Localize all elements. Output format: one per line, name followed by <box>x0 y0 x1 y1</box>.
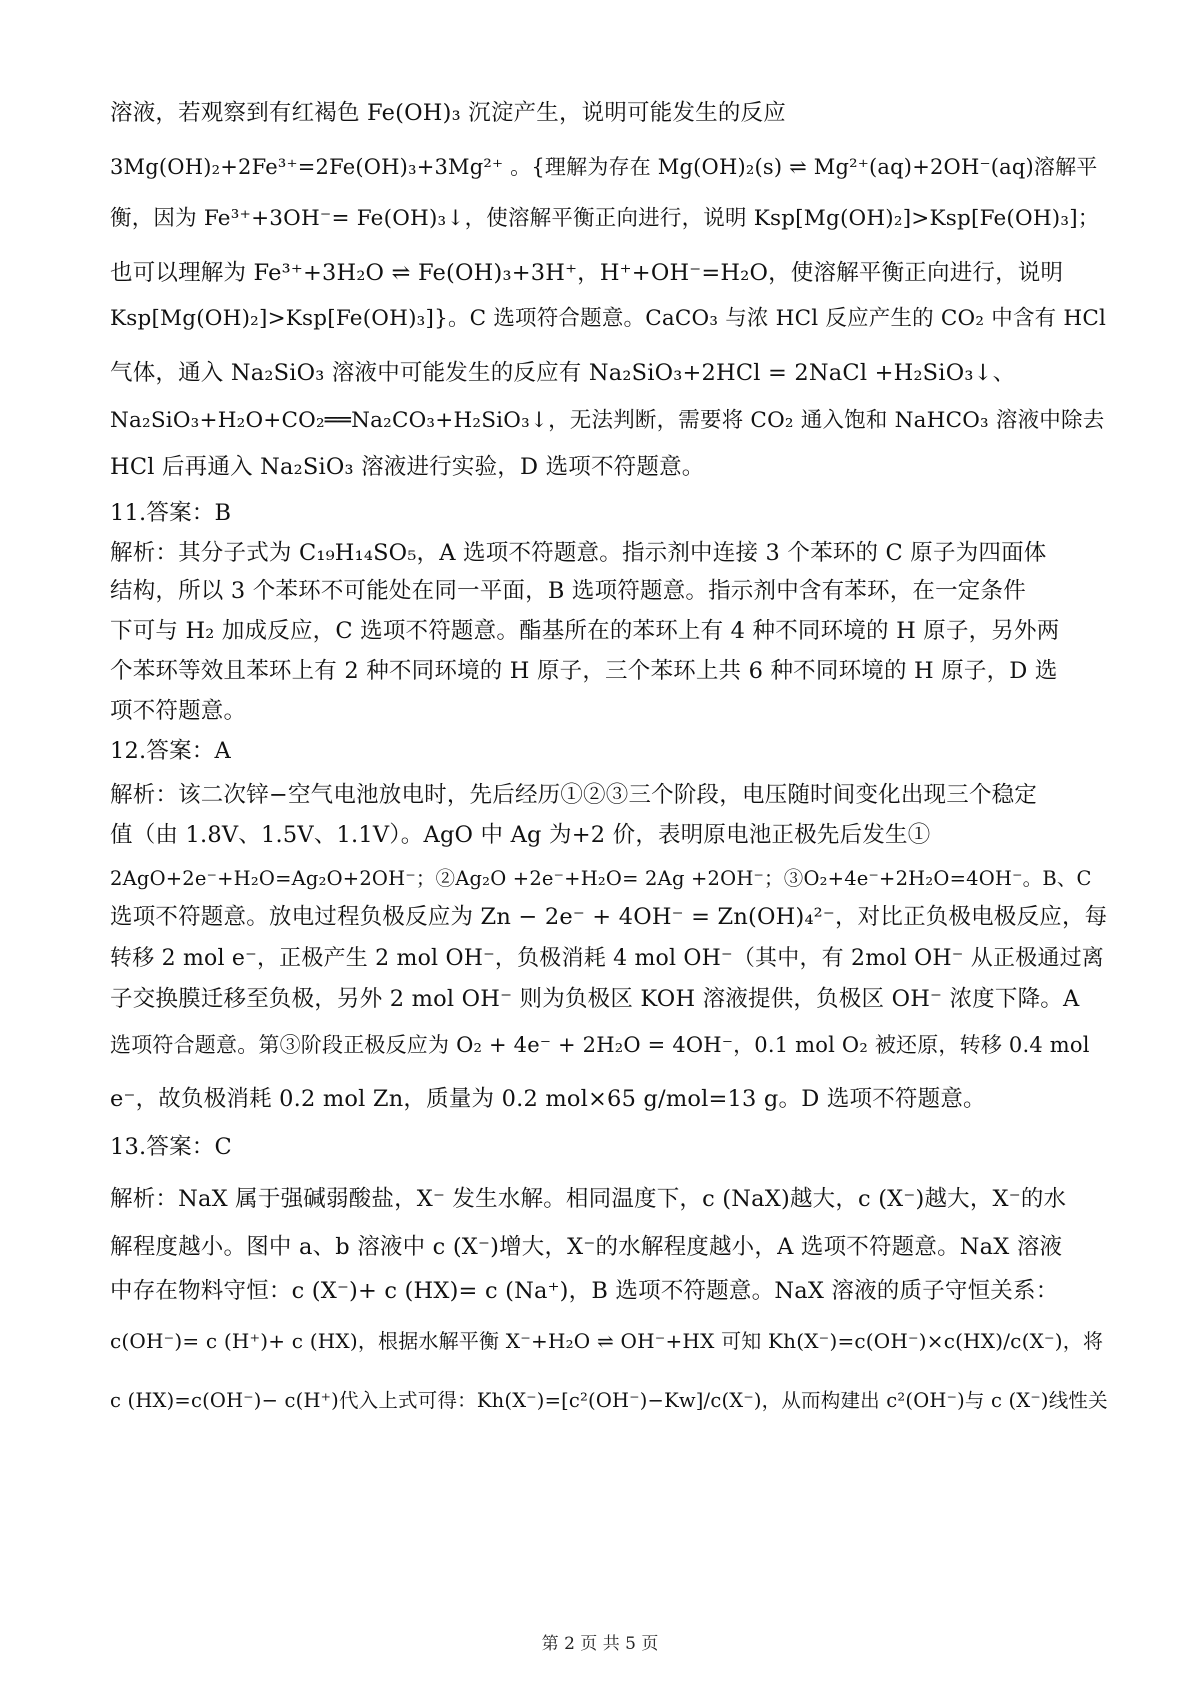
text-line: 解析：其分子式为 C₁₉H₁₄SO₅，A 选项不符题意。指示剂中连接 3 个苯环的 C 原子为四面体 <box>110 540 1047 566</box>
text-line: c (HX)=c(OH⁻)− c(H⁺)代入上式可得：Kh(X⁻)=[c²(OH⁻)−Kw]/c(X⁻)，从而构建出 c²(OH⁻)与 c (X⁻)线性关 <box>110 1389 1108 1412</box>
text-line: 中存在物料守恒：c (X⁻)+ c (HX)= c (Na⁺)，B 选项不符题意。NaX 溶液的质子守恒关系： <box>110 1278 1059 1304</box>
text-line: 溶液，若观察到有红褐色 Fe(OH)₃ 沉淀产生，说明可能发生的反应 <box>110 100 786 126</box>
text-line: 个苯环等效且苯环上有 2 种不同环境的 H 原子，三个苯环上共 6 种不同环境的 H 原子，D 选 <box>110 658 1058 684</box>
text-line: 选项不符题意。放电过程负极反应为 Zn − 2e⁻ + 4OH⁻ = Zn(OH)₄²⁻，对比正负极电极反应，每 <box>110 904 1108 930</box>
text-line: 2AgO+2e⁻+H₂O=Ag₂O+2OH⁻；②Ag₂O +2e⁻+H₂O= 2Ag +2OH⁻；③O₂+4e⁻+2H₂O=4OH⁻。B、C <box>110 867 1092 890</box>
text-line: Ksp[Mg(OH)₂]>Ksp[Fe(OH)₃]}。C 选项符合题意。CaCO₃ 与浓 HCl 反应产生的 CO₂ 中含有 HCl <box>110 306 1107 331</box>
text-line: 选项符合题意。第③阶段正极反应为 O₂ + 4e⁻ + 2H₂O = 4OH⁻，0.1 mol O₂ 被还原，转移 0.4 mol <box>110 1033 1090 1057</box>
text-line: 解析：该二次锌−空气电池放电时，先后经历①②③三个阶段，电压随时间变化出现三个稳定 <box>110 782 1038 808</box>
text-line: 3Mg(OH)₂+2Fe³⁺=2Fe(OH)₃+3Mg²⁺ 。{理解为存在 Mg(OH)₂(s) ⇌ Mg²⁺(aq)+2OH⁻(aq)溶解平 <box>110 155 1098 179</box>
text-line: 项不符题意。 <box>110 698 247 724</box>
text-line: 解程度越小。图中 a、b 溶液中 c (X⁻)增大，X⁻的水解程度越小，A 选项不符题意。NaX 溶液 <box>110 1234 1063 1260</box>
text-line: HCl 后再通入 Na₂SiO₃ 溶液进行实验，D 选项不符题意。 <box>110 454 705 480</box>
text-line: 也可以理解为 Fe³⁺+3H₂O ⇌ Fe(OH)₃+3H⁺，H⁺+OH⁻=H₂O，使溶解平衡正向进行，说明 <box>110 260 1064 286</box>
text-line: Na₂SiO₃+H₂O+CO₂══Na₂CO₃+H₂SiO₃↓，无法判断，需要将 CO₂ 通入饱和 NaHCO₃ 溶液中除去 <box>110 408 1105 433</box>
text-line: 值（由 1.8V、1.5V、1.1V）。AgO 中 Ag 为+2 价，表明原电池正极先后发生① <box>110 822 931 848</box>
answer-heading: 13.答案：C <box>110 1134 232 1160</box>
text-line: 子交换膜迁移至负极，另外 2 mol OH⁻ 则为负极区 KOH 溶液提供，负极区 OH⁻ 浓度下降。A <box>110 986 1080 1012</box>
text-line: 气体，通入 Na₂SiO₃ 溶液中可能发生的反应有 Na₂SiO₃+2HCl = 2NaCl +H₂SiO₃↓、 <box>110 360 1016 386</box>
text-line: 结构，所以 3 个苯环不可能处在同一平面，B 选项符题意。指示剂中含有苯环，在一定条件 <box>110 578 1026 604</box>
answer-heading: 12.答案：A <box>110 738 231 764</box>
text-line: e⁻，故负极消耗 0.2 mol Zn，质量为 0.2 mol×65 g/mol=13 g。D 选项不符题意。 <box>110 1086 986 1112</box>
text-line: 衡，因为 Fe³⁺+3OH⁻= Fe(OH)₃↓，使溶解平衡正向进行，说明 Ksp[Mg(OH)₂]>Ksp[Fe(OH)₃]； <box>110 206 1100 231</box>
text-line: 下可与 H₂ 加成反应，C 选项不符题意。酯基所在的苯环上有 4 种不同环境的 H 原子，另外两 <box>110 618 1060 644</box>
text-line: 解析：NaX 属于强碱弱酸盐，X⁻ 发生水解。相同温度下，c (NaX)越大，c (X⁻)越大，X⁻的水 <box>110 1186 1067 1212</box>
text-line: 转移 2 mol e⁻，正极产生 2 mol OH⁻，负极消耗 4 mol OH⁻（其中，有 2mol OH⁻ 从正极通过离 <box>110 946 1105 971</box>
text-line: c(OH⁻)= c (H⁺)+ c (HX)，根据水解平衡 X⁻+H₂O ⇌ OH⁻+HX 可知 Kh(X⁻)=c(OH⁻)×c(HX)/c(X⁻)，将 <box>110 1329 1104 1353</box>
page-footer: 第 2 页 共 5 页 <box>541 1634 659 1654</box>
answer-heading: 11.答案：B <box>110 500 232 526</box>
